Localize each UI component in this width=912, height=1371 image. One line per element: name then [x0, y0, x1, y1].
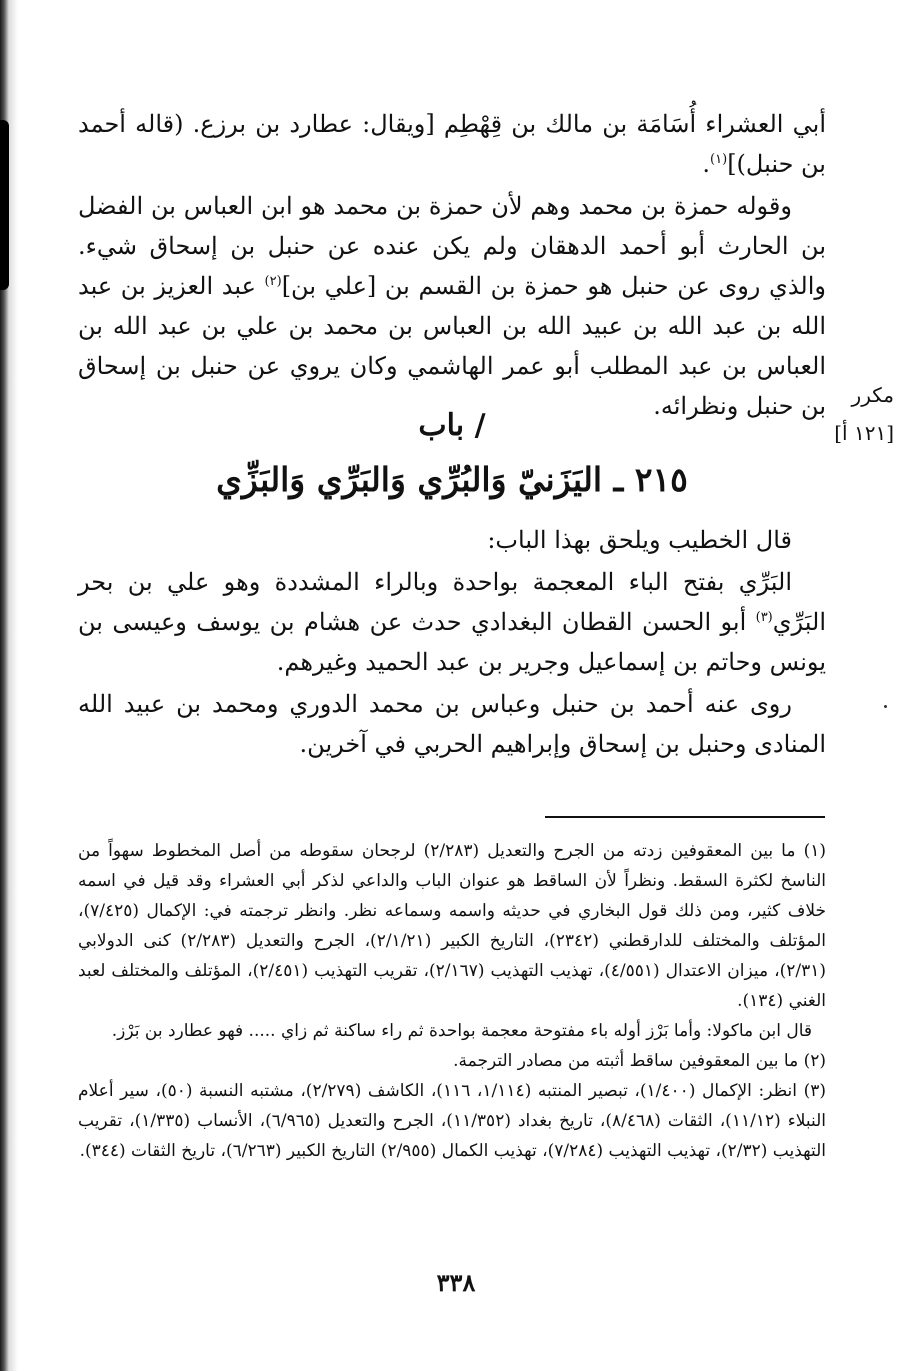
page-number: ٣٣٨ [436, 1268, 476, 1297]
section-paragraph-2: روى عنه أحمد بن حنبل وعباس بن محمد الدوري ومحمد بن عبيد الله المنادى وحنبل بن إسحاق وإبراهيم الحربي في آخرين. [78, 690, 826, 758]
margin-folio-ref: [١٢١ أ] [834, 421, 894, 445]
section-intro: قال الخطيب ويلحق بهذا الباب: [487, 526, 792, 554]
paragraph-2-text: وقوله حمزة بن محمد وهم لأن حمزة بن محمد هو ابن العباس بن الفضل بن الحارث أبو أحمد الدهقان ولم يكن عنده عن حنبل بن إسحاق شيء. والذي روى عن حنبل هو حمزة بن القسم بن [علي بن] [78, 192, 826, 300]
section-paragraph-1-text: البَرِّي بفتح الباء المعجمة بواحدة وبالراء المشددة وهو علي بن بحر البَرِّي [78, 568, 826, 636]
chapter-title: ٢١٥ ـ اليَزَنيّ وَالبُرِّي وَالبَرِّي وَالبَزِّي [216, 460, 688, 499]
footnotes [78, 836, 826, 1166]
footnote-separator [545, 816, 825, 818]
footnote-1: (١) ما بين المعقوفين زدته من الجرح والتعديل (٢/٢٨٣) لرجحان سقوطه من أصل المخطوط سهواً من الناسخ لكثرة السقط. ونظراً لأن الساقط هو عنوان الباب والداعي لذكر أبي العشراء وقد قيل في اسمه خلاف كثير، ومن ذلك قول البخاري في حديثه واسمه وسماعه نظر. وانظر ترجمته في: الإكمال (٧/٤٢٥)، المؤتلف والمختلف للدارقطني (٢٣٤٢)، التاريخ الكبير (٢/١/٢١)، الجرح والتعديل (٢/٢٨٣) كنى الدولابي (٢/٣١)، ميزان الاعتدال (٤/٥٥١)، تهذيب التهذيب (٢/١٦٧)، تقريب التهذيب (٢/٤٥١)، المؤتلف والمختلف لعبد الغني (١٣٤). [78, 841, 827, 1011]
footnote-ref-1[interactable]: (١) [710, 152, 728, 167]
paragraph-2-tail: عبد العزيز بن عبد الله بن عبد الله بن عبيد الله بن العباس بن محمد بن علي بن عبد الله بن العباس بن عبد المطلب أبو عمر الهاشمي وكان يروي عن حنبل بن إسحاق بن حنبل ونظرائه. [78, 272, 826, 420]
main-text [78, 104, 826, 428]
footnote-ref-2[interactable]: (٢) [264, 274, 282, 289]
binding-mark [0, 120, 9, 290]
paragraph-1-tail: . [702, 150, 711, 178]
section-paragraph-1-tail: أبو الحسن القطان البغدادي حدث عن هشام بن يوسف وعيسى بن يونس وحاتم بن إسماعيل وجرير بن عبد الحميد وغيرهم. [78, 608, 826, 676]
section-paragraph-1 [78, 562, 826, 682]
paragraph-1 [78, 104, 826, 184]
margin-dot [884, 705, 887, 708]
footnote-3: (٣) انظر: الإكمال (١/٤٠٠)، تبصير المنتبه (١/١١٤، ١١٦)، الكاشف (٢/٢٧٩)، مشتبه النسبة (٥٠)، سير أعلام النبلاء (١١/١٢)، الثقات (٨/٤٦٨)، تاريخ بغداد (١١/٣٥٢)، الجرح والتعديل (٦/٩٦٥)، الأنساب (١/٣٣٥)، تقريب التهذيب (٢/٣٢)، تهذيب التهذيب (٧/٢٨٤)، تهذيب الكمال (٢/٩٥٥) التاريخ الكبير (٦/٢٦٣)، تاريخ الثقات (٣٤٤). [78, 1081, 827, 1161]
paragraph-2 [78, 186, 826, 426]
footnote-ref-3[interactable]: (٣) [755, 610, 773, 625]
footnote-2: (٢) ما بين المعقوفين ساقط أثبته من مصادر الترجمة. [453, 1051, 826, 1071]
paragraph-1-text: أبي العشراء أُسَامَة بن مالك بن قِهْطِم [ويقال: عطارد بن برزع. (قاله أحمد بن حنبل)] [78, 110, 826, 178]
section-body [78, 520, 826, 766]
footnote-1-continuation: قال ابن ماكولا: وأما بَرْز أوله باء مفتوحة معجمة بواحدة ثم راء ساكنة ثم زاي ..... فهو عطارد بن بَرْز. [111, 1021, 812, 1041]
margin-repeated-note: مكرر [851, 383, 894, 407]
bab-heading: / باب [418, 408, 486, 443]
